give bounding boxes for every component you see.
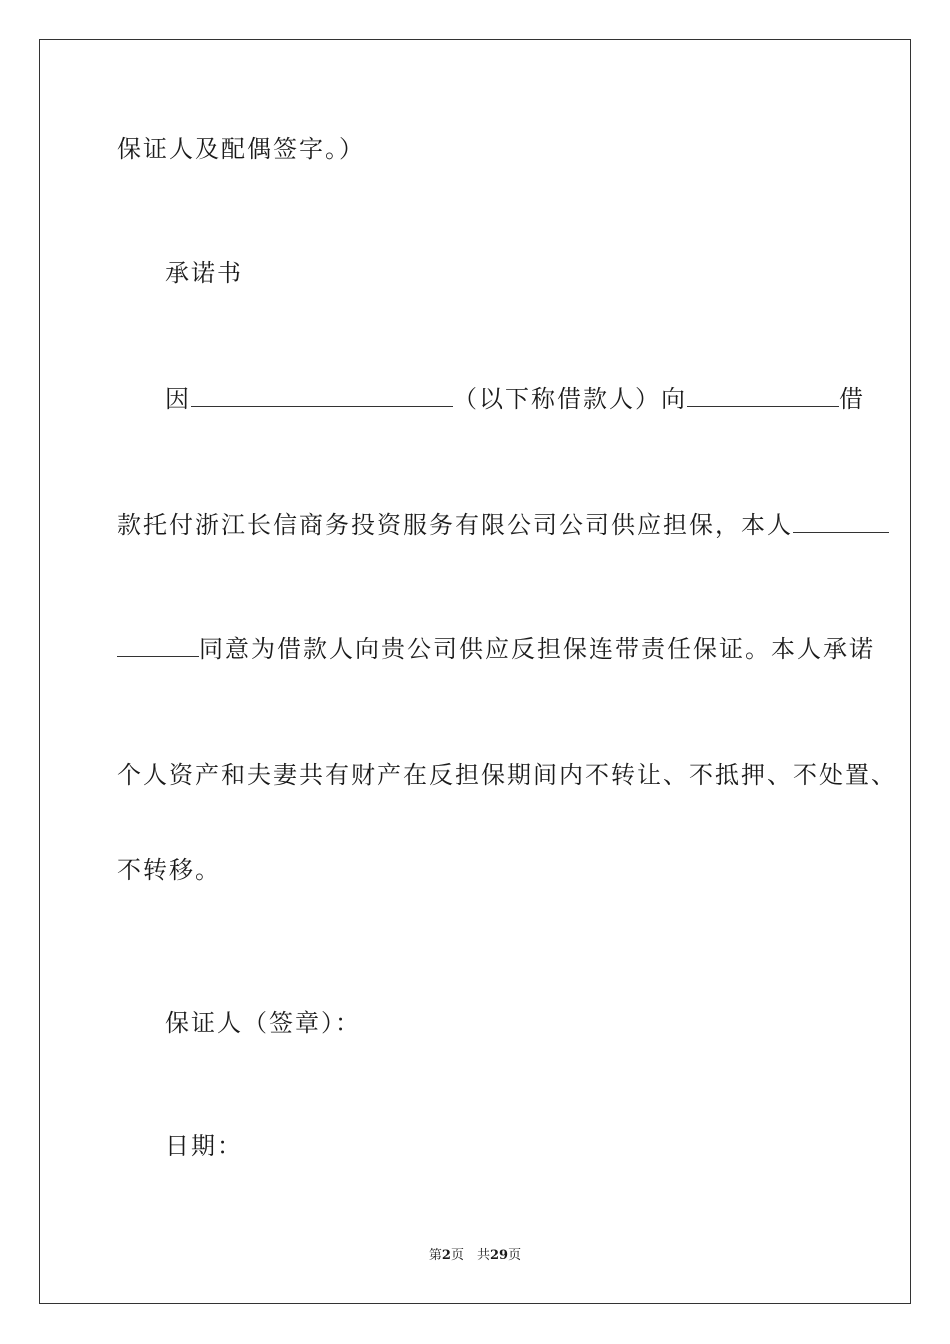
- text-line-no-transfer: [117, 855, 221, 885]
- text-line-guarantor-spouse-sign: [117, 134, 365, 164]
- text-span: 因: [165, 385, 191, 413]
- page-footer: [0, 1247, 950, 1265]
- text-span: 同意为借款人向贵公司供应反担保连带责任保证。本人承诺: [199, 635, 875, 663]
- borrower-blank[interactable]: [191, 386, 453, 407]
- title-text: 承诺书: [165, 259, 243, 287]
- page-frame: [39, 39, 911, 1304]
- guarantor-name-blank-cont[interactable]: [117, 636, 199, 657]
- document-title: [165, 258, 243, 288]
- guarantor-signature-label: [165, 1008, 361, 1038]
- text-line-agreement: [117, 634, 875, 664]
- text-line-company: [117, 510, 889, 540]
- text-span: 日期：: [165, 1132, 243, 1160]
- footer-text: 页 共: [450, 1248, 490, 1263]
- total-page-count: 29: [489, 1248, 509, 1263]
- footer-text: 页: [508, 1248, 522, 1263]
- current-page-number: 2: [441, 1248, 451, 1263]
- text-span: 借: [839, 385, 865, 413]
- lender-blank[interactable]: [687, 386, 839, 407]
- text-span: 个人资产和夫妻共有财产在反担保期间内不转让、不抵押、不处置、: [117, 761, 897, 789]
- text-line-borrower: [165, 384, 865, 414]
- text-span: 不转移。: [117, 856, 221, 884]
- text-span: 款托付浙江长信商务投资服务有限公司公司供应担保，本人: [117, 511, 793, 539]
- date-label: [165, 1131, 243, 1161]
- text-line-assets: [117, 760, 897, 790]
- text-span: 保证人及配偶签字。）: [117, 135, 365, 163]
- guarantor-name-blank[interactable]: [793, 512, 889, 533]
- text-span: 保证人（签章）：: [165, 1009, 361, 1037]
- text-span: （以下称借款人）向: [453, 385, 687, 413]
- footer-text: 第: [428, 1248, 442, 1263]
